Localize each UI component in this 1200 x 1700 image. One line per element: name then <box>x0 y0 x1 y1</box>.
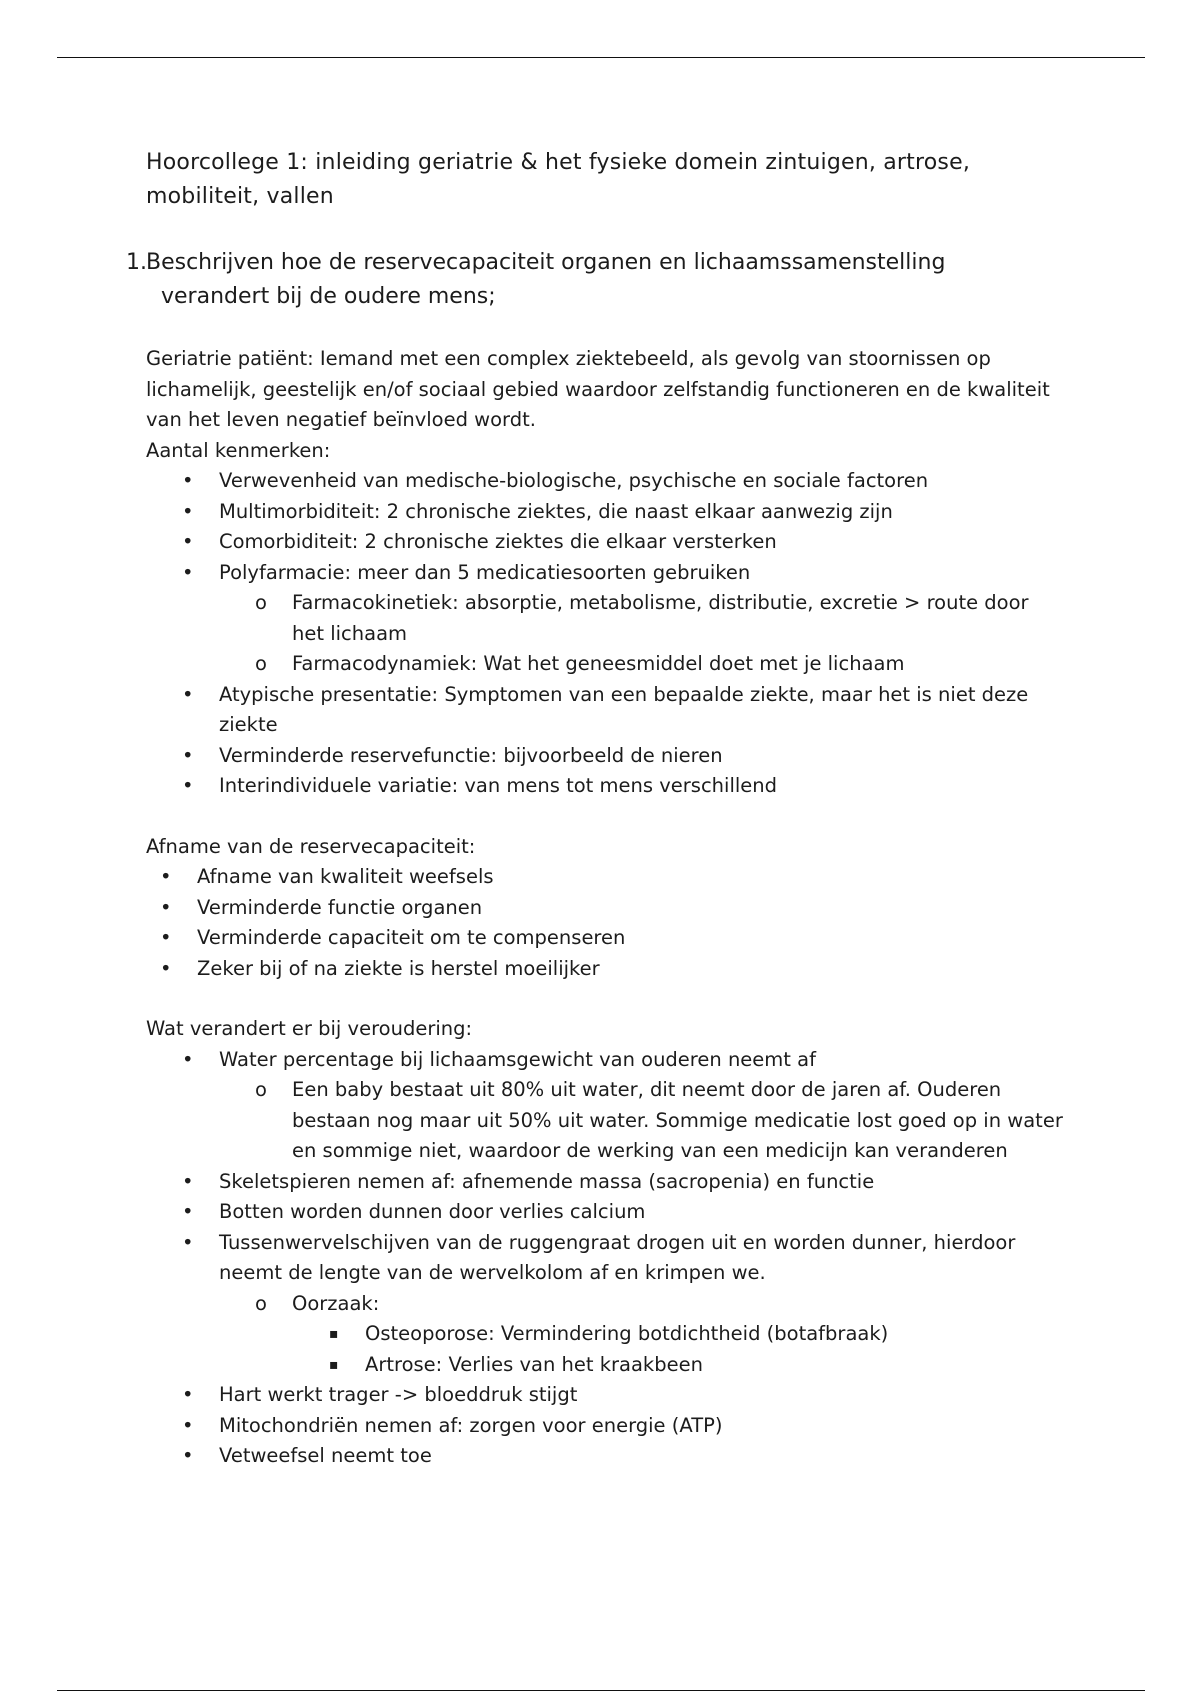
veroudering-list <box>146 1045 1066 1472</box>
veroudering-label: Wat verandert er bij veroudering: <box>146 1017 473 1040</box>
afname-list <box>146 862 1066 984</box>
list-item: • Interindividuele variatie: van mens tot mens verschillend <box>146 771 1066 802</box>
list-item: • Water percentage bij lichaamsgewicht van ouderen neemt af o Een baby bestaat uit 80% uit water, dit neemt door de jaren af. Ouderen bestaan nog maar uit 50% uit water. Sommige medicatie lost goed op in water en sommige niet, waardoor de werking van een medicijn kan veranderen <box>146 1045 1066 1167</box>
list-item: • Skeletspieren nemen af: afnemende massa (sacropenia) en functie <box>146 1167 1066 1198</box>
sub-sub-list-item: ▪ Osteoporose: Vermindering botdichtheid (botafbraak) <box>146 1319 1066 1350</box>
list-item: • Verminderde functie organen <box>146 893 1066 924</box>
oorzaak-sublist <box>219 1289 1066 1381</box>
oorzaak-items <box>292 1319 1066 1380</box>
list-item: • Afname van kwaliteit weefsels <box>146 862 1066 893</box>
list-item: • Hart werkt trager -> bloeddruk stijgt <box>146 1380 1066 1411</box>
sub-list-item: o Oorzaak: ▪ Osteoporose: Vermindering botdichtheid (botafbraak) ▪ Artrose: Verlies van het kraakbeen <box>146 1289 1066 1381</box>
heading-number: 1. <box>126 250 147 275</box>
heading-line-2: verandert bij de oudere mens; <box>161 284 496 309</box>
list-item: • Verminderde reservefunctie: bijvoorbeeld de nieren <box>146 741 1066 772</box>
definition-paragraph: Geriatrie patiënt: Iemand met een complex ziektebeeld, als gevolg van stoornissen op lichamelijk, geestelijk en/of sociaal gebied waardoor zelfstandig functioneren en de kwaliteit van het leven negatief beïnvloed wordt. <box>146 347 1050 431</box>
list-item: • Atypische presentatie: Symptomen van een bepaalde ziekte, maar het is niet deze ziekte <box>146 680 1066 741</box>
list-item: • Polyfarmacie: meer dan 5 medicatiesoorten gebruiken o Farmacokinetiek: absorptie, metabolisme, distributie, excretie > route door het lichaam o Farmacodynamiek: Wat het geneesmiddel doet met je lichaam <box>146 558 1066 680</box>
list-item: • Comorbiditeit: 2 chronische ziektes die elkaar versterken <box>146 527 1066 558</box>
heading-line-1: Beschrijven hoe de reservecapaciteit organen en lichaamssamenstelling <box>146 250 946 275</box>
learning-goal-heading <box>126 246 1066 314</box>
sub-list-item: o Farmacokinetiek: absorptie, metabolisme, distributie, excretie > route door het lichaam <box>146 588 1066 649</box>
list-item: • Vetweefsel neemt toe <box>146 1441 1066 1472</box>
polyfarmacie-sublist <box>219 588 1066 680</box>
list-item: • Botten worden dunnen door verlies calcium <box>146 1197 1066 1228</box>
document-body <box>126 146 1066 1472</box>
kenmerken-list <box>146 466 1066 802</box>
list-item: • Zeker bij of na ziekte is herstel moeilijker <box>146 954 1066 985</box>
list-item: • Tussenwervelschijven van de ruggengraat drogen uit en worden dunner, hierdoor neemt de lengte van de wervelkolom af en krimpen we. o Oorzaak: ▪ Osteoporose: Vermindering botdichtheid (botafbraak) ▪ Artrose: Verlies van het kraakbeen <box>146 1228 1066 1381</box>
afname-label: Afname van de reservecapaciteit: <box>146 834 476 858</box>
list-item: • Verwevenheid van medische-biologische, psychische en sociale factoren <box>146 466 1066 497</box>
kenmerken-label: Aantal kenmerken: <box>146 438 331 462</box>
sub-list-item: o Een baby bestaat uit 80% uit water, dit neemt door de jaren af. Ouderen bestaan nog maar uit 50% uit water. Sommige medicatie lost goed op in water en sommige niet, waardoor de werking van een medicijn kan veranderen <box>146 1075 1066 1167</box>
page-title: Hoorcollege 1: inleiding geriatrie & het fysieke domein zintuigen, artrose, mobiliteit, vallen <box>146 150 971 209</box>
sub-sub-list-item: ▪ Artrose: Verlies van het kraakbeen <box>146 1350 1066 1381</box>
list-item: • Mitochondriën nemen af: zorgen voor energie (ATP) <box>146 1411 1066 1442</box>
list-item: • Multimorbiditeit: 2 chronische ziektes, die naast elkaar aanwezig zijn <box>146 497 1066 528</box>
sub-list-item: o Farmacodynamiek: Wat het geneesmiddel doet met je lichaam <box>146 649 1066 680</box>
water-sublist <box>219 1075 1066 1167</box>
footer-rule <box>57 1690 1145 1691</box>
list-item: • Verminderde capaciteit om te compenseren <box>146 923 1066 954</box>
header-rule <box>57 57 1145 58</box>
